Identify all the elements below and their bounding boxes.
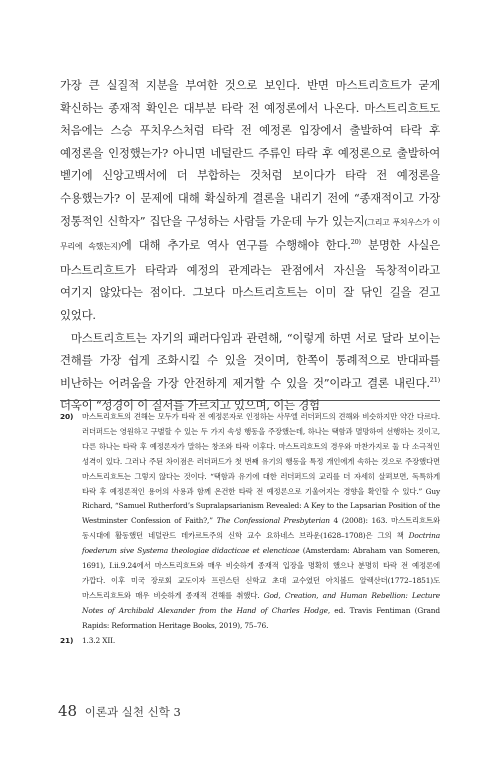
- footnote-20: [60, 410, 440, 634]
- footnotes: [60, 410, 440, 649]
- text-run: 에 대해 추가로 역사 연구를 수행해야 한다.: [120, 238, 351, 253]
- paragraph-1: [60, 74, 440, 327]
- text-run: 마스트리흐트는 자기의 패러다임과 관련해, “이렇게 하면 서로 달라 보이는 견해를 가장 쉽게 조화시킬 수 있을 것이며, 한쪽이 통례적으로 반대파를 비난하는 어려움을 가장 안전하게 제거할 수 있을 것”이라고 결론 내린다.: [60, 330, 440, 390]
- body-text: [60, 74, 440, 417]
- footnote-text: [82, 410, 440, 634]
- text-run: 가장 큰 실질적 지분을 부여한 것으로 보인다. 반면 마스트리흐트가 굳게 확신하는 종재적 확인은 대부분 타락 전 예정론에서 나온다. 마스트리흐트도 처음에는 스승 푸치우스처럼 타락 전 예정론 입장에서 출발하여 타락 후 예정론을 인정했는가? 아니면 네덜란드 주류인 타락 후 예정론으로 출발하여 벧기에 신앙고백서에 더 부합하는 것처럼 보이다가 타락 전 예정론을 수용했는가? 이 문제에 대해 확실하게 결론을 내리기 전에 “종재적이고 가장 정통적인 신학자” 집단을 구성하는 사람들 가운데 누가 있는지: [60, 78, 440, 228]
- title-italic: God, Creation, and Human Rebellion: Lecture Notes of Archibald Alexander from the Hand of Charles Hodge: [82, 590, 440, 615]
- text-run: 4 (2008): 163. 마스트리흐트와 동시대에 활동했던 네덜란드 데카르트주의 신학 교수 요하네스 브라운(1628–1708)은 그의 책: [82, 516, 440, 541]
- title-italic: The Confessional Presbyterian: [216, 516, 330, 526]
- footnote-text: 1.3.2 XII.: [82, 635, 116, 645]
- footnote-divider: [60, 400, 440, 401]
- footnote-number: 21): [60, 635, 74, 645]
- title-italic: Doctrina foederum sive Systema theologiae didacticae et elencticae: [82, 531, 440, 556]
- footnote-number: 20): [60, 412, 74, 421]
- text-run: (Amsterdam: Abraham van Someren, 1691), I.ii.9.24에서 마스트리흐트와 매우 비슷하게 종재적 입장을 명확히 했으나 분명히 타락 전 예정론에 가깝다. 이후 미국 장로회 교도이자 프린스턴 신학교 초대 교수였던 아치볼드 알렉산더(1772–1851)도 마스트리흐트와 매우 비슷하게 종재적 견해를 취했다.: [82, 546, 440, 600]
- footnote-21: [60, 634, 440, 649]
- text-run: 분명한 사실은 마스트리흐트가 타락과 예정의 관계라는 관점에서 자신을 독창적이라고 여기지 않았다는 점이다. 그보다 마스트리흐트는 이미 잘 닦인 길을 걷고 있었다.: [60, 238, 440, 322]
- running-title: 이론과 실천 신학 3: [84, 705, 181, 719]
- inline-parenthetical: (그리고 푸치우스가 이 무리에 속했는지): [60, 217, 440, 252]
- paragraph-2: [60, 327, 440, 417]
- footnote-ref-21[interactable]: 21): [429, 375, 440, 384]
- page-number: 48: [58, 702, 78, 720]
- text-run: 더욱이 “성경이 이 질서를 가르치고 있으며, 이는 경험: [60, 398, 320, 413]
- footnote-ref-20[interactable]: 20): [350, 238, 361, 247]
- text-run: , ed. Travis Fentiman (Grand Rapids: Reformation Heritage Books, 2019), 75–76.: [82, 605, 440, 630]
- page-footer: [58, 702, 181, 720]
- text-run: 마스트리흐트의 견해는 모두가 타락 전 예정론자로 인정하는 사무엘 러더퍼드의 견해와 비슷하지만 약간 다르다. 러더퍼드는 영원하고 구별할 수 있는 두 가지 속성 행동을 주장했는데, 하나는 택함과 멸망하여 선행하는 것이고, 다른 하나는 타락 후 예정론자가 말하는 창조와 타락 이후다. 마스트리흐트의 경우와 마찬가지로 둘 다 소극적인 성격이 있다. 그러나 주된 차이점은 러더퍼드가 첫 번째 유기의 행동을 특정 개인에게 속하는 것으로 주장했다면 마스트리흐트는 그렇지 않다는 것이다. “택함과 유기에 대한 러더퍼드의 교리를 더 자세히 살펴보면, 독특하게 타락 후 예정론적인 용어의 사용과 함께 온건한 타락 전 예정론으로 기울어지는 경향을 확인할 수 있다.” Guy Richard, “Samuel Rutherford’s Supralapsarianism Revealed: A Key to the Lapsarian Position of the Westminster Confession of Faith?,”: [82, 412, 440, 526]
